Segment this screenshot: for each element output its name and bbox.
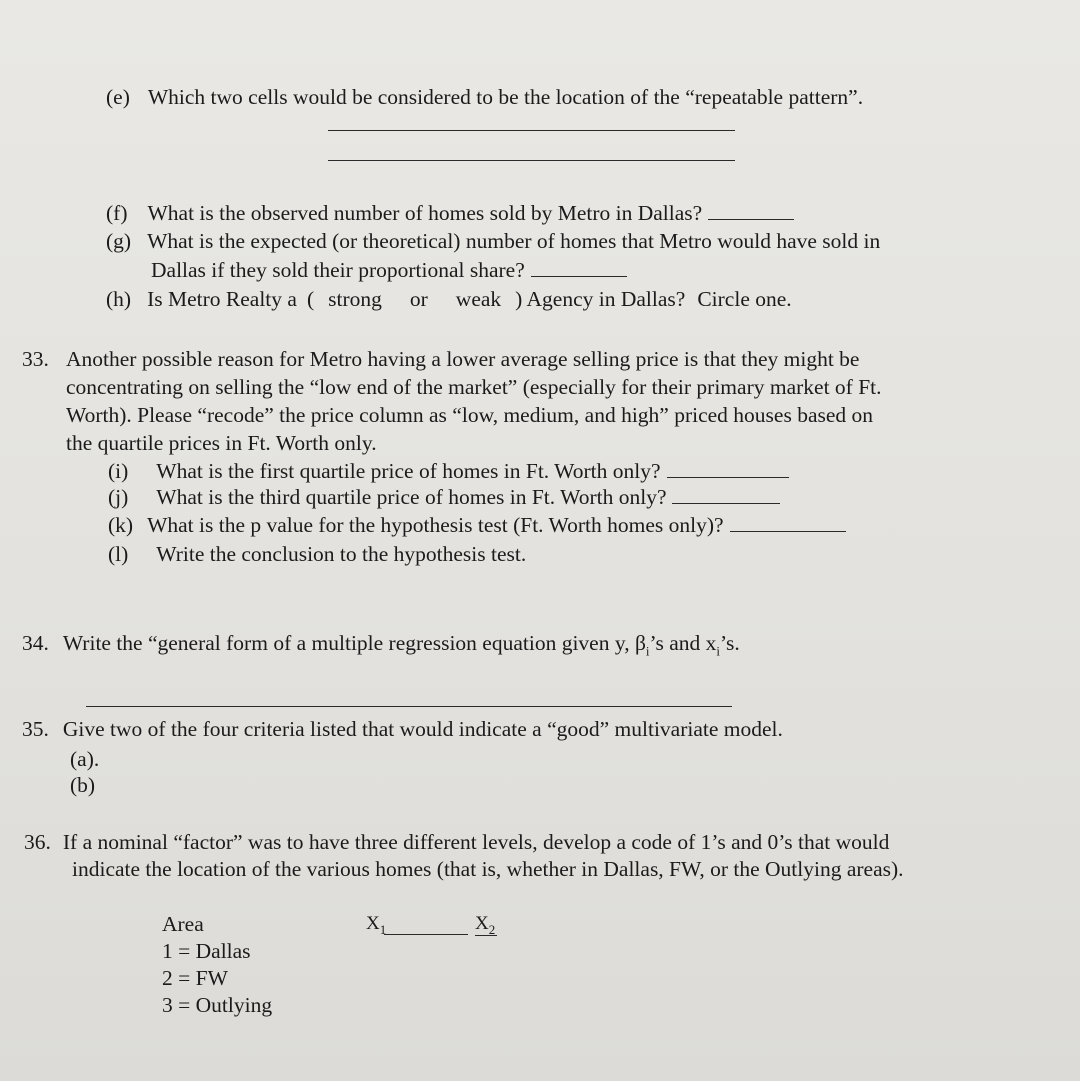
area-header: Area: [162, 912, 204, 936]
q36-line-1: If a nominal “factor” was to have three different levels, develop a code of 1’s and 0’s that would: [62, 830, 890, 854]
q35-text: Give two of the four criteria listed that would indicate a “good” multivariate model.: [62, 717, 783, 741]
q33k-item: [108, 512, 846, 538]
x1-letter: X: [366, 913, 380, 934]
q33i-text: What is the first quartile price of homes in Ft. Worth only?: [156, 459, 661, 483]
q33j-label: (j): [108, 485, 129, 509]
q33j-item: [108, 484, 780, 510]
q34-text-c: ’s.: [720, 631, 740, 655]
q32f-answer-blank[interactable]: [708, 203, 794, 220]
q32h-option-strong[interactable]: strong: [328, 287, 382, 311]
area-row-fw: 2 = FW: [162, 966, 228, 990]
q33i-label: (i): [108, 459, 129, 483]
q36-line-2: indicate the location of the various homes (that is, whether in Dallas, FW, or the Outlying areas).: [72, 857, 904, 881]
q32h-text-b: ) Agency in Dallas?: [515, 287, 686, 311]
q32h-or: or: [409, 287, 428, 311]
q33k-text: What is the p value for the hypothesis test (Ft. Worth homes only)?: [147, 513, 724, 537]
q33-line-1: Another possible reason for Metro having a lower average selling price is that they might be: [66, 347, 860, 371]
q32h-open-paren: (: [306, 287, 315, 311]
q32h-item: [106, 286, 792, 312]
q32g-text: What is the expected (or theoretical) number of homes that Metro would have sold in: [147, 229, 881, 253]
area-row-dallas: 1 = Dallas: [162, 939, 251, 963]
q32g-item: [106, 228, 880, 254]
q33-number: 33.: [22, 347, 49, 371]
q33-line-3: Worth). Please “recode” the price column as “low, medium, and high” priced houses based on: [66, 403, 874, 427]
q32e-text: Which two cells would be considered to be the location of the “repeatable pattern”.: [147, 85, 864, 109]
q32h-label: (h): [106, 287, 132, 311]
q33i-answer-blank[interactable]: [667, 461, 789, 478]
q32h-text-a: Is Metro Realty a: [147, 287, 297, 311]
q34-text-a: Write the “general form of a multiple regression equation given y, β: [62, 631, 646, 655]
q33k-answer-blank[interactable]: [730, 515, 846, 532]
q35-answer-b[interactable]: (b): [70, 773, 96, 797]
x2-letter: X: [475, 913, 489, 934]
q34-text-b: ’s and x: [649, 631, 717, 655]
q32f-item: [106, 200, 794, 226]
q32e-item: [106, 84, 863, 110]
q32e-label: (e): [106, 85, 130, 109]
q33l-text: Write the conclusion to the hypothesis test.: [156, 542, 527, 566]
q32g-answer-blank[interactable]: [531, 260, 627, 277]
q32h-option-weak[interactable]: weak: [455, 287, 502, 311]
q35-answer-a[interactable]: (a).: [70, 747, 100, 771]
x2-subscript: 2: [488, 921, 496, 937]
q34-x-subscript: i: [716, 643, 721, 659]
x1-code-blank[interactable]: [384, 934, 468, 935]
q32g-line2: [151, 257, 627, 283]
q36-number: 36.: [24, 830, 51, 854]
q36-item: [24, 829, 889, 855]
q33l-label: (l): [108, 542, 129, 566]
q35-number: 35.: [22, 717, 49, 741]
q32h-text-c: Circle one.: [697, 287, 792, 311]
q32f-text: What is the observed number of homes sold by Metro in Dallas?: [147, 201, 703, 225]
area-row-outlying: 3 = Outlying: [162, 993, 273, 1017]
q33i-item: [108, 458, 789, 484]
q32g-text2: Dallas if they sold their proportional share?: [151, 258, 525, 282]
q33k-label: (k): [108, 513, 134, 537]
q35-item: [22, 716, 783, 742]
x2-underline: [475, 935, 497, 936]
q32g-label: (g): [106, 229, 132, 253]
x1-subscript: 1: [379, 921, 387, 937]
q32e-answer-blank-2[interactable]: [328, 160, 735, 161]
q34-item: [22, 630, 740, 664]
q33l-item: [108, 541, 526, 567]
q33-line-4: the quartile prices in Ft. Worth only.: [66, 431, 377, 455]
q32e-answer-blank-1[interactable]: [328, 130, 735, 131]
q34-answer-blank[interactable]: [86, 706, 732, 707]
q32f-label: (f): [106, 201, 128, 225]
q34-beta-subscript: i: [645, 643, 650, 659]
q34-number: 34.: [22, 631, 49, 655]
q33j-text: What is the third quartile price of homes in Ft. Worth only?: [156, 485, 667, 509]
q33-line-2: concentrating on selling the “low end of the market” (especially for their primary market of Ft.: [66, 375, 882, 399]
q33j-answer-blank[interactable]: [672, 487, 780, 504]
